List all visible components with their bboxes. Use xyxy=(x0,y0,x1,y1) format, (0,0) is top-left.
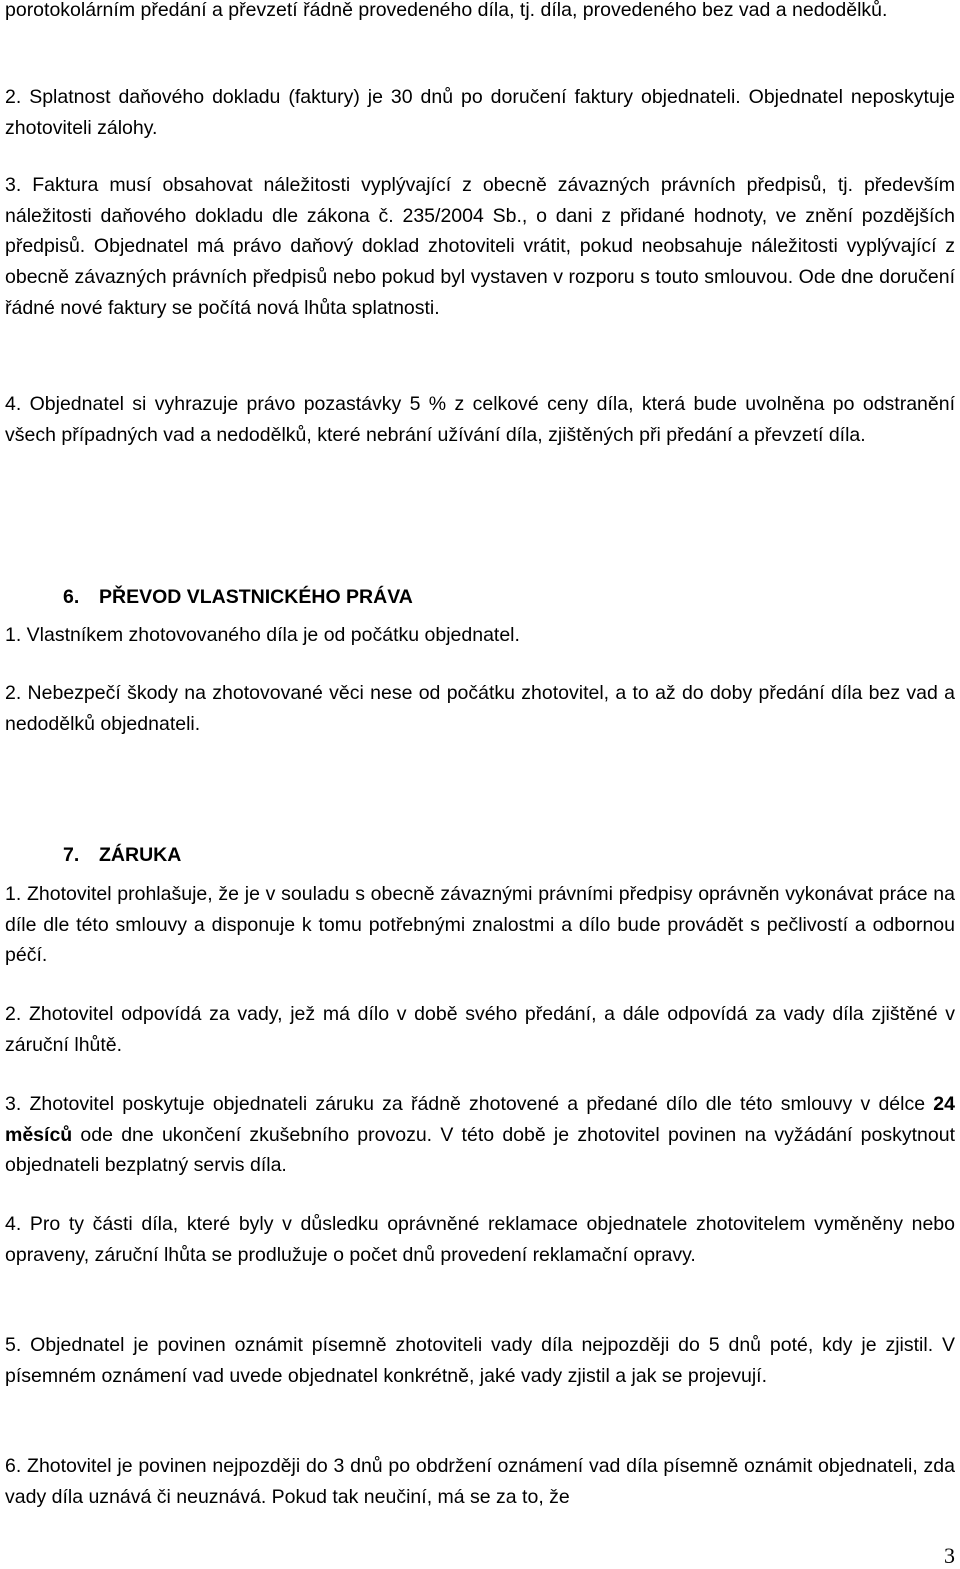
page-number: 3 xyxy=(944,1543,955,1568)
text-run: 3. Zhotovitel poskytuje objednateli záruku za řádně zhotovené a předané dílo dle této smlouvy v délce xyxy=(5,1093,934,1115)
paragraph-7-3 xyxy=(5,1089,955,1181)
text-run: ode dne ukončení zkušebního provozu. V této době je zhotovitel povinen na vyžádání poskytnout objednateli bezplatný servis díla. xyxy=(5,1123,955,1177)
paragraph-7-4: 4. Pro ty části díla, které byly v důsledku oprávněné reklamace objednatele zhotovitelem vyměněny nebo opraveny, záruční lhůta se prodlužuje o počet dnů provedení reklamační opravy. xyxy=(5,1213,955,1266)
section-number: 7. xyxy=(63,844,80,866)
section-number: 6. xyxy=(63,586,80,608)
paragraph-5-4: 4. Objednatel si vyhrazuje právo pozastávky 5 % z celkové ceny díla, která bude uvolněna po odstranění všech případných vad a nedodělků, které nebrání užívání díla, zjištěných při předání a převzetí díla. xyxy=(5,393,955,446)
paragraph-7-1: 1. Zhotovitel prohlašuje, že je v souladu s obecně závaznými právními předpisy oprávněn vykonávat práce na díle dle této smlouvy a disponuje k tomu potřebnými znalostmi a dílo bude provádět s pečlivostí a odbornou péčí. xyxy=(5,883,955,967)
paragraph-7-6: 6. Zhotovitel je povinen nejpozději do 3 dnů po obdržení oznámení vad díla písemně oznámit objednateli, zda vady díla uznává či neuznává. Pokud tak neučiní, má se za to, že xyxy=(5,1455,955,1508)
paragraph-5-2: 2. Splatnost daňového dokladu (faktury) je 30 dnů po doručení faktury objednateli. Objednatel neposkytuje zhotoviteli zálohy. xyxy=(5,86,955,139)
section-heading-7 xyxy=(5,840,953,870)
paragraph-5-3: 3. Faktura musí obsahovat náležitosti vyplývající z obecně závazných právních předpisů, tj. především náležitosti daňového dokladu dle zákona č. 235/2004 Sb., o dani z přidané hodnoty, ve znění pozdějších předpisů. Objednatel má právo daňový doklad zhotoviteli vrátit, pokud neobsahuje náležitosti vyplývající z obecně závazných právních předpisů nebo pokud byl vystaven v rozporu s touto smlouvou. Ode dne doručení řádné nové faktury se počítá nová lhůta splatnosti. xyxy=(5,174,955,319)
paragraph-7-5: 5. Objednatel je povinen oznámit písemně zhotoviteli vady díla nejpozději do 5 dnů poté, kdy je zjistil. V písemném oznámení vad uvede objednatel konkrétně, jaké vady zjistil a jak se projevují. xyxy=(5,1334,955,1387)
paragraph-5-1-continuation: porotokolárním předání a převzetí řádně provedeného díla, tj. díla, provedeného bez vad a nedodělků. xyxy=(5,0,888,21)
section-heading-6 xyxy=(5,582,953,612)
section-title: PŘEVOD VLASTNICKÉHO PRÁVA xyxy=(99,586,413,608)
paragraph-6-2: 2. Nebezpečí škody na zhotovované věci nese od počátku zhotovitel, a to až do doby předání díla bez vad a nedodělků objednateli. xyxy=(5,682,955,735)
paragraph-7-2: 2. Zhotovitel odpovídá za vady, jež má dílo v době svého předání, a dále odpovídá za vady díla zjištěné v záruční lhůtě. xyxy=(5,1003,955,1056)
paragraph-6-1: 1. Vlastníkem zhotovovaného díla je od počátku objednatel. xyxy=(5,624,520,646)
section-title: ZÁRUKA xyxy=(99,844,182,866)
warranty-period: 24 měsíců xyxy=(5,1093,955,1146)
